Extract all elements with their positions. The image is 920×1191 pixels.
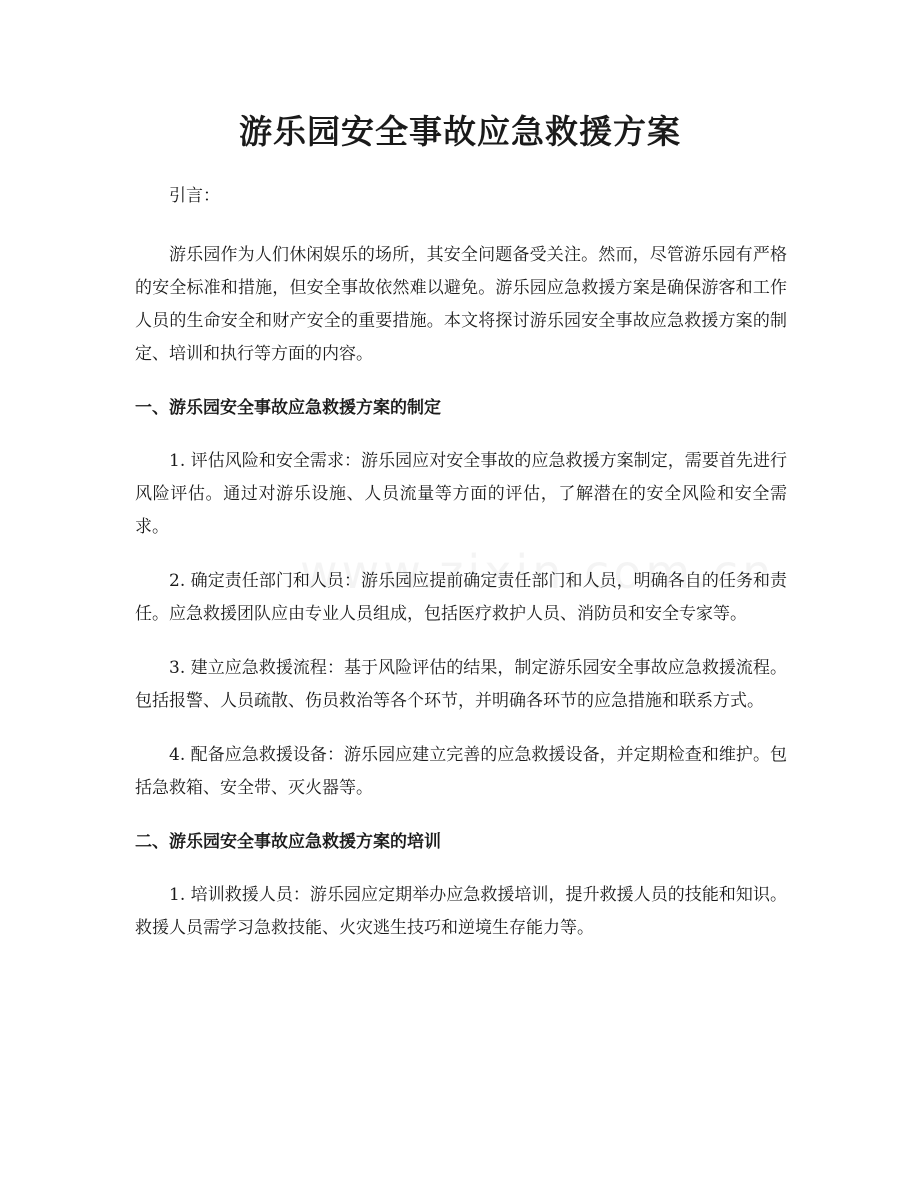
intro-label: 引言： — [169, 186, 220, 206]
section-heading: 一、游乐园安全事故应急救援方案的制定 — [135, 398, 441, 418]
section-item: 1. 评估风险和安全需求：游乐园应对安全事故的应急救援方案制定，需要首先进行风险评估。通过对游乐设施、人员流量等方面的评估，了解潜在的安全风险和安全需求。 — [135, 451, 787, 537]
section-item: 4. 配备应急救援设备：游乐园应建立完善的应急救援设备，并定期检查和维护。包括急救箱、安全带、灭火器等。 — [135, 745, 787, 798]
section-heading: 二、游乐园安全事故应急救援方案的培训 — [135, 832, 441, 852]
document-body — [135, 180, 787, 966]
section-item: 3. 建立应急救援流程：基于风险评估的结果，制定游乐园安全事故应急救援流程。包括报警、人员疏散、伤员救治等各个环节，并明确各环节的应急措施和联系方式。 — [135, 658, 787, 711]
section-item: 2. 确定责任部门和人员：游乐园应提前确定责任部门和人员，明确各自的任务和责任。应急救援团队应由专业人员组成，包括医疗救护人员、消防员和安全专家等。 — [135, 571, 787, 624]
intro-paragraph: 游乐园作为人们休闲娱乐的场所，其安全问题备受关注。然而，尽管游乐园有严格的安全标准和措施，但安全事故依然难以避免。游乐园应急救援方案是确保游客和工作人员的生命安全和财产安全的重要措施。本文将探讨游乐园安全事故应急救援方案的制定、培训和执行等方面的内容。 — [135, 245, 787, 364]
document-title: 游乐园安全事故应急救援方案 — [239, 112, 681, 151]
section-item: 1. 培训救援人员：游乐园应定期举办应急救援培训，提升救援人员的技能和知识。救援人员需学习急救技能、火灾逃生技巧和逆境生存能力等。 — [135, 885, 787, 938]
